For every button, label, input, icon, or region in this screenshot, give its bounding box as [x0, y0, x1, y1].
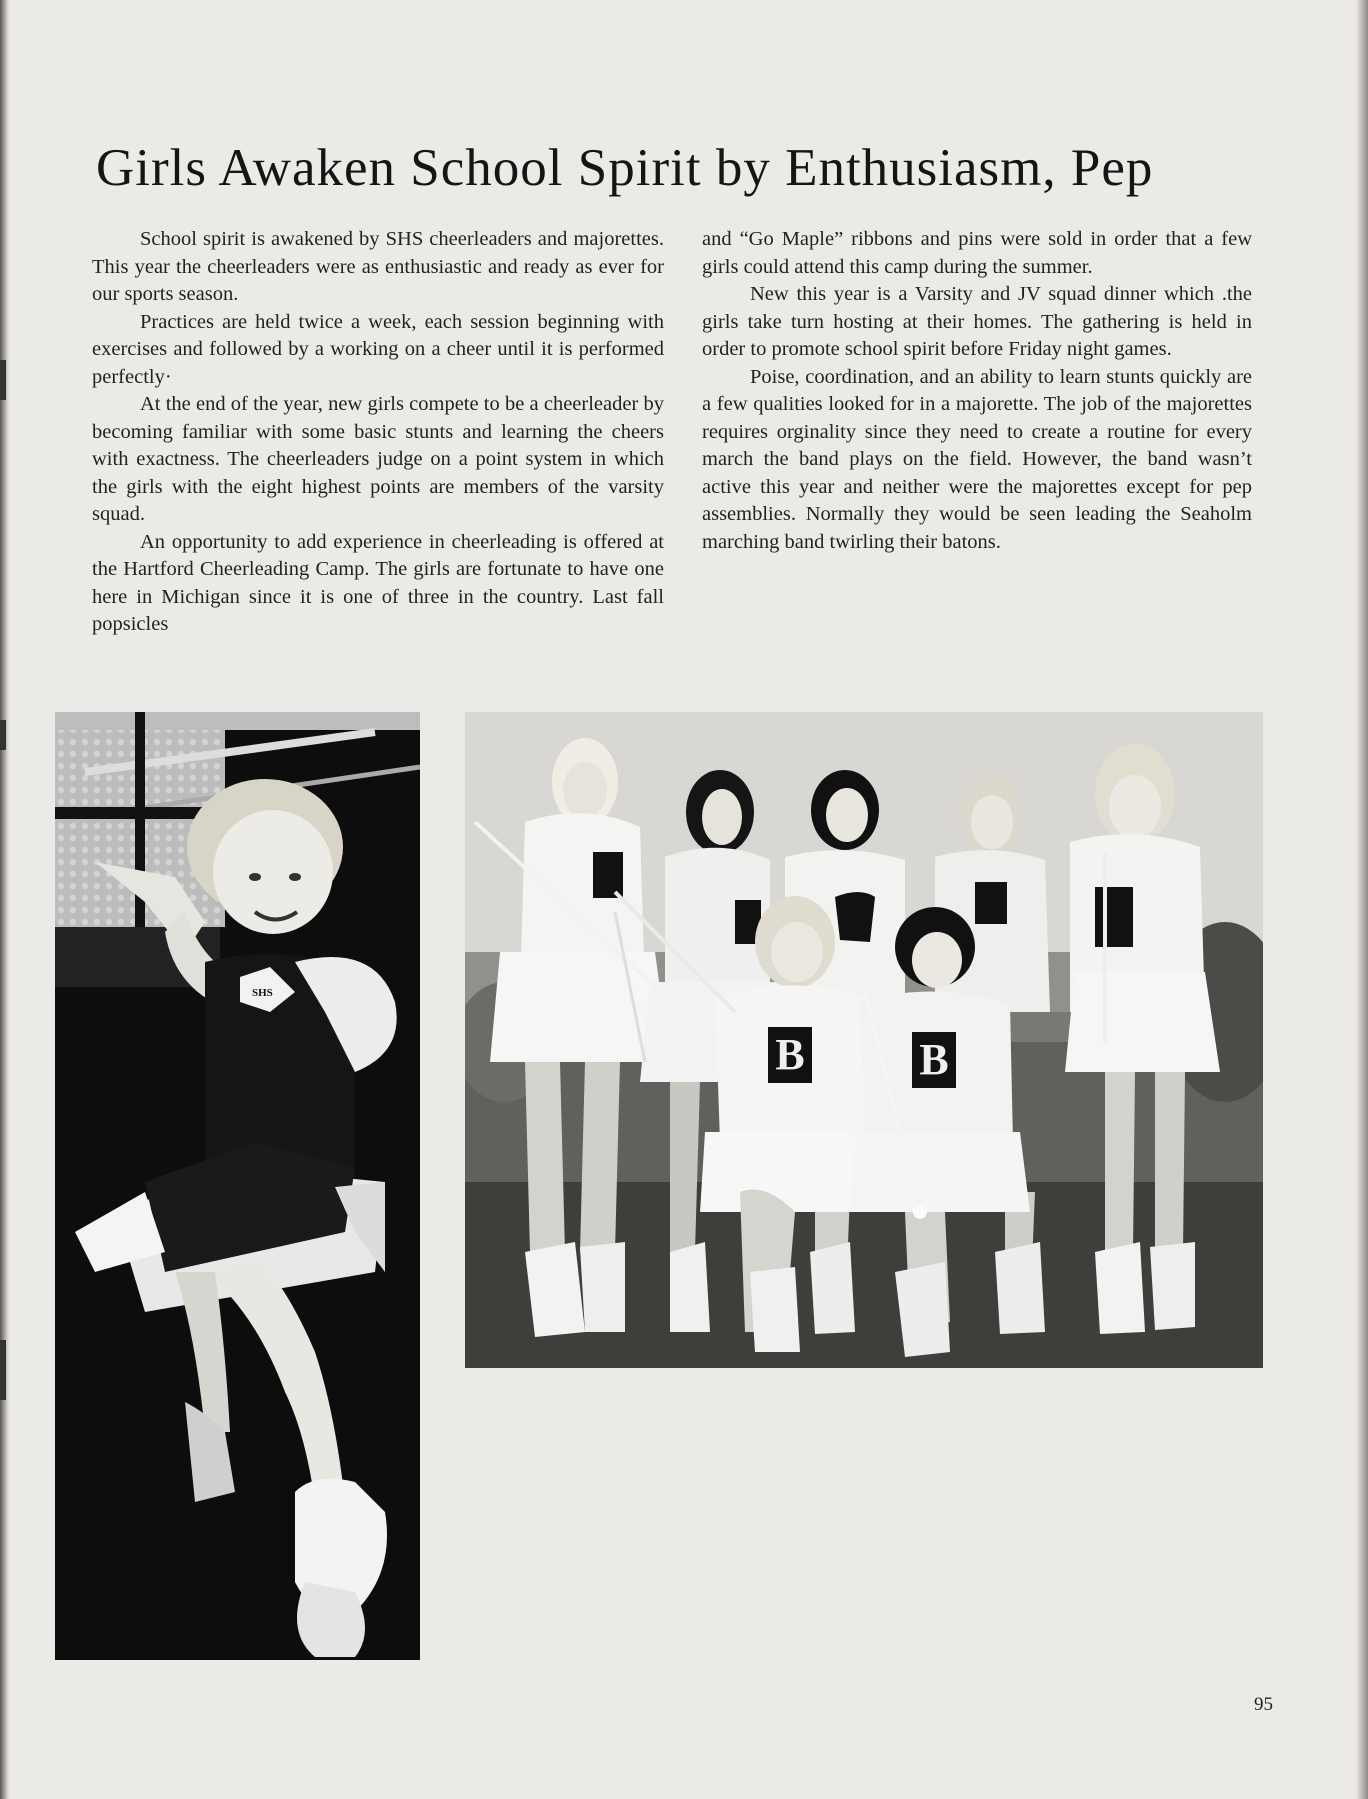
paragraph: Poise, coordination, and an ability to learn stunts quickly are a few qualities looked for in a majorette. The job of the majorettes requires orginality since they need to create a routine for every march the band plays on the field. However, the band wasn’t active this year and neither were the majorettes except for pep assemblies. Normally they would be seen leading the Seaholm marching band twirling their batons.	[702, 365, 1252, 553]
paragraph: An opportunity to add experience in cheerleading is offered at the Hartford Cheerleading Camp. The girls are fortunate to have one here in Michigan since it is one of three in the country. Last fall popsicles	[92, 530, 664, 635]
cheerleader-jump-illustration	[55, 712, 420, 1660]
page-title: Girls Awaken School Spirit by Enthusiasm, Pep	[96, 139, 1154, 197]
majorettes-group-photo	[465, 712, 1263, 1368]
paragraph: At the end of the year, new girls compete to be a cheerleader by becoming familiar with some basic stunts and learning the cheers with exactness. The cheerleaders judge on a point system in which the girls with the eight highest points are members of the varsity squad.	[92, 393, 664, 525]
sweater-letter: B	[919, 1035, 949, 1084]
paragraph: School spirit is awakened by SHS cheerleaders and majorettes. This year the cheerleaders were as enthusiastic and ready as ever for our sports season.	[92, 228, 664, 305]
cheerleader-jump-photo	[55, 712, 420, 1660]
page-edge-right	[1354, 0, 1368, 1799]
paragraph: and “Go Maple” ribbons and pins were sold in order that a few girls could attend this camp during the summer.	[702, 228, 1252, 278]
article-column-right	[702, 226, 1252, 556]
sweater-emblem-text: SHS	[252, 987, 273, 999]
page-number: 95	[1254, 1694, 1273, 1715]
paragraph: New this year is a Varsity and JV squad dinner which .the girls take turn hosting at their homes. The gathering is held in order to promote school spirit before Friday night games.	[702, 283, 1252, 360]
sweater-letter: B	[775, 1030, 805, 1079]
majorettes-illustration	[465, 712, 1263, 1368]
binding-mark	[0, 720, 6, 750]
binding-mark	[0, 360, 6, 400]
binding-mark	[0, 1340, 6, 1400]
article-column-left	[92, 226, 664, 639]
paragraph: Practices are held twice a week, each session beginning with exercises and followed by a working on a cheer until it is performed perfectly·	[92, 310, 664, 388]
page-edge-left	[0, 0, 10, 1799]
